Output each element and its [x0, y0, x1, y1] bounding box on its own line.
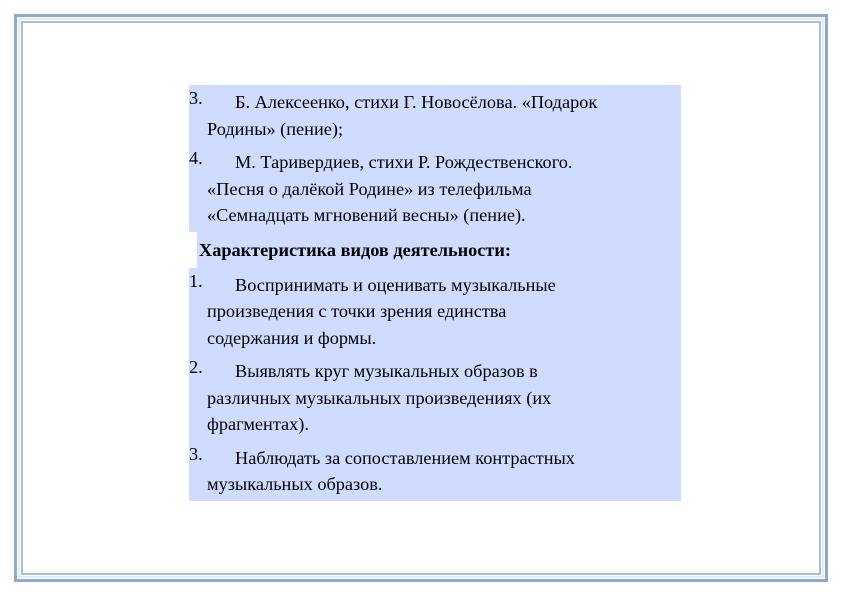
item-line: произведения с точки зрения единства [207, 301, 507, 321]
item-number: 1. [189, 270, 203, 291]
item-number: 3. [189, 88, 203, 108]
item-line: Выявлять круг музыкальных образов в [235, 361, 538, 381]
item-line: Наблюдать за сопоставлением контрастных [235, 447, 575, 468]
item-line: М. Таривердиев, стихи Р. Рождественского. [235, 152, 573, 172]
list-item [189, 441, 681, 501]
item-number: 2. [189, 357, 203, 377]
item-line: музыкальных образов. [207, 474, 383, 494]
heading-indent [189, 232, 197, 268]
list-item [189, 145, 681, 232]
item-line: фрагментах). [207, 414, 309, 434]
item-number: 3. [189, 443, 203, 464]
item-line: «Семнадцать мгновений весны» (пение). [207, 205, 526, 225]
list-bottom [189, 268, 681, 501]
heading-text: Характеристика видов деятельности: [199, 239, 512, 260]
section-heading [189, 232, 681, 268]
list-item [189, 85, 681, 145]
list-item [189, 354, 681, 441]
slide-content [189, 85, 681, 501]
item-line: различных музыкальных произведениях (их [207, 387, 552, 408]
list-top [189, 85, 681, 232]
item-line: Воспринимать и оценивать музыкальные [235, 274, 556, 295]
item-number: 4. [189, 148, 203, 168]
list-item [189, 268, 681, 355]
item-line: «Песня о далёкой Родине» из телефильма [207, 178, 532, 199]
item-line: содержания и формы. [207, 327, 377, 348]
item-line: Б. Алексеенко, стихи Г. Новосёлова. «Подарок [235, 92, 598, 112]
item-line: Родины» (пение); [207, 118, 344, 139]
